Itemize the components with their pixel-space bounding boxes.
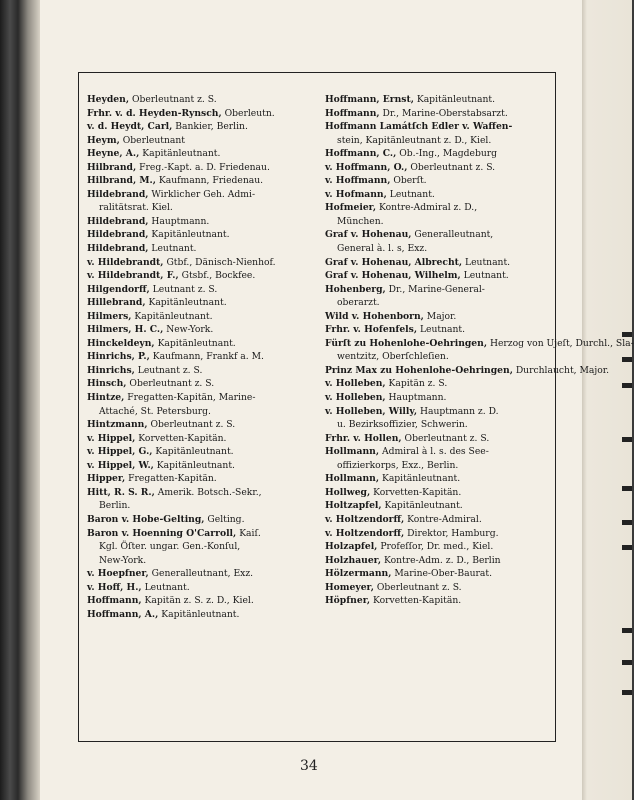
entry-detail: Freg.-Kapt. a. D. Friedenau. bbox=[139, 161, 270, 173]
directory-entry bbox=[87, 174, 312, 188]
entry-detail: Kaufmann, Friedenau. bbox=[158, 175, 264, 187]
entry-name: Hildebrand, bbox=[87, 229, 149, 241]
directory-entry bbox=[325, 364, 610, 378]
directory-entry bbox=[87, 432, 312, 446]
facing-page-mark bbox=[622, 690, 632, 695]
entry-detail: Kapitänleutnant. bbox=[148, 297, 227, 309]
entry-name: Holzhauer, bbox=[325, 554, 382, 566]
directory-entry bbox=[325, 93, 550, 107]
entry-detail: Admiral à l. s. des See- bbox=[381, 446, 489, 458]
directory-entry bbox=[87, 445, 312, 459]
entry-name: Hoffmann, Ernst, bbox=[325, 94, 414, 105]
entry-detail: Kapitän z. S. bbox=[388, 378, 448, 390]
entry-detail: Kontre-Admiral z. D., bbox=[378, 202, 478, 214]
entry-name: Hildebrand, bbox=[87, 188, 149, 200]
entry-name: Hildebrand, bbox=[87, 215, 149, 227]
entry-detail: Kapitänleutnant. bbox=[381, 473, 461, 485]
entry-detail: Hauptmann. bbox=[388, 392, 447, 404]
entry-detail: Oberſt. bbox=[393, 175, 427, 187]
directory-entry bbox=[87, 215, 312, 229]
entry-name: Holzapfel, bbox=[325, 541, 378, 553]
entry-detail: Hauptmann. bbox=[151, 215, 210, 227]
facing-page-mark bbox=[622, 437, 632, 442]
directory-entry bbox=[87, 581, 312, 595]
entry-detail: Leutnant z. S. bbox=[137, 364, 203, 376]
entry-name: Hilmers, bbox=[87, 310, 132, 322]
entry-name: v. Hoff, H., bbox=[87, 581, 142, 593]
entry-detail: Gtbf., Dänisch-Nienhof. bbox=[166, 256, 276, 268]
entry-name: v. Holleben, Willy, bbox=[325, 405, 418, 417]
entry-detail: Oberleutnant z. S. bbox=[150, 419, 236, 431]
directory-entry bbox=[325, 391, 550, 405]
entry-name: Höpfner, bbox=[325, 595, 371, 607]
entry-detail: ralitätsrat. Kiel. bbox=[99, 202, 173, 214]
book-spine bbox=[0, 0, 40, 800]
directory-entry bbox=[325, 269, 550, 283]
entry-name: Hinckeldeyn, bbox=[87, 337, 155, 349]
entry-detail: Major. bbox=[426, 310, 457, 322]
entry-detail: Kapitänleutnant. bbox=[384, 500, 463, 512]
page-border-frame bbox=[78, 72, 634, 742]
facing-page-mark bbox=[622, 660, 632, 665]
entry-name: v. Hoffmann, O., bbox=[325, 161, 408, 173]
directory-entry bbox=[325, 228, 550, 255]
entry-name: v. Hippel, G., bbox=[87, 446, 153, 458]
left-column bbox=[87, 93, 312, 621]
directory-entry bbox=[87, 93, 312, 107]
directory-entry bbox=[87, 310, 312, 324]
directory-entry bbox=[325, 161, 550, 175]
entry-name: Baron v. Hoenning O'Carroll, bbox=[87, 527, 237, 539]
entry-name: Hollmann, bbox=[325, 473, 380, 485]
directory-entry bbox=[325, 107, 550, 121]
entry-name: Hoffmann Lamátſch Edler v. Waffen- bbox=[325, 121, 513, 133]
entry-detail: Attaché, St. Petersburg. bbox=[99, 405, 211, 417]
entry-name: Hoffmann, A., bbox=[87, 608, 159, 620]
entry-detail: Kapitänleutnant. bbox=[157, 337, 236, 349]
directory-entry bbox=[87, 608, 312, 622]
entry-detail: Oberleutnant bbox=[122, 134, 185, 146]
entry-name: Frhr. v. Hofenfels, bbox=[325, 324, 418, 336]
entry-name: Hinrichs, bbox=[87, 364, 135, 376]
entry-name: Heym, bbox=[87, 134, 120, 146]
entry-name: Frhr. v. Hollen, bbox=[325, 432, 402, 444]
directory-entry bbox=[325, 147, 550, 161]
entry-name: Graf v. Hohenau, Albrecht, bbox=[325, 256, 463, 268]
entry-detail: Kapitänleutnant. bbox=[134, 310, 213, 322]
entry-detail: u. Bezirksoffizier, Schwerin. bbox=[337, 419, 468, 431]
entry-detail: Gelting. bbox=[207, 513, 245, 525]
directory-entry bbox=[87, 567, 312, 581]
entry-detail: Fregatten-Kapitän. bbox=[128, 473, 217, 485]
entry-detail: Kapitän z. S. z. D., Kiel. bbox=[144, 595, 254, 607]
entry-detail: Korvetten-Kapitän. bbox=[373, 486, 462, 498]
entry-name: Heyden, bbox=[87, 94, 130, 105]
entry-detail: Bankier, Berlin. bbox=[175, 121, 248, 133]
directory-entry bbox=[87, 107, 312, 121]
entry-name: Hildebrand, bbox=[87, 243, 149, 255]
entry-detail: Kapitänleutnant. bbox=[142, 148, 221, 160]
entry-detail: Leutnant. bbox=[389, 188, 435, 200]
entry-name: v. Holleben, bbox=[325, 378, 386, 390]
entry-name: v. Holleben, bbox=[325, 392, 386, 404]
entry-name: Hintze, bbox=[87, 392, 125, 404]
entry-detail: Kapitänleutnant. bbox=[416, 94, 496, 105]
entry-detail: Leutnant. bbox=[151, 243, 197, 255]
directory-entry bbox=[87, 296, 312, 310]
entry-name: Hölzermann, bbox=[325, 568, 392, 580]
entry-detail: Oberleutnant z. S. bbox=[131, 94, 217, 105]
entry-detail: stein, Kapitänleutnant z. D., Kiel. bbox=[337, 134, 492, 146]
directory-entry bbox=[325, 337, 634, 364]
entry-detail: Korvetten-Kapitän. bbox=[138, 432, 227, 444]
facing-page-edge bbox=[582, 0, 632, 800]
entry-detail: Kapitänleutnant. bbox=[151, 229, 230, 241]
entry-name: Hoffmann, bbox=[87, 595, 142, 607]
entry-detail: Berlin. bbox=[99, 500, 131, 512]
directory-entry bbox=[325, 323, 550, 337]
entry-name: Hollweg, bbox=[325, 486, 371, 498]
directory-entry bbox=[87, 472, 312, 486]
entry-detail: Wirklicher Geh. Admi- bbox=[151, 188, 256, 200]
directory-entry bbox=[325, 594, 550, 608]
directory-entry bbox=[325, 554, 550, 568]
entry-name: v. Hofmann, bbox=[325, 188, 387, 200]
directory-entry bbox=[325, 445, 550, 472]
entry-name: Graf v. Hohenau, bbox=[325, 229, 412, 241]
directory-entry bbox=[87, 161, 312, 175]
entry-name: Fürſt zu Hohenlohe-Oehringen, bbox=[325, 337, 488, 349]
entry-name: Hillebrand, bbox=[87, 297, 146, 309]
entry-name: v. Holtzendorff, bbox=[325, 513, 405, 525]
entry-detail: Oberleutnant z. S. bbox=[404, 432, 490, 444]
directory-entry bbox=[87, 188, 312, 215]
entry-name: Hohenberg, bbox=[325, 283, 386, 295]
directory-entry bbox=[325, 120, 550, 147]
directory-entry bbox=[87, 134, 312, 148]
entry-detail: Leutnant. bbox=[465, 256, 511, 268]
entry-detail: Kaufmann, Frankf a. M. bbox=[152, 351, 264, 363]
entry-detail: Kapitänleutnant. bbox=[155, 446, 234, 458]
directory-entry bbox=[325, 499, 550, 513]
entry-name: v. Hildebrandt, F., bbox=[87, 270, 179, 282]
directory-entry bbox=[325, 432, 550, 446]
entry-name: Hilgendorff, bbox=[87, 283, 150, 295]
directory-entry bbox=[87, 228, 312, 242]
directory-entry bbox=[87, 256, 312, 270]
entry-name: Graf v. Hohenau, Wilhelm, bbox=[325, 270, 461, 282]
facing-page-mark bbox=[622, 545, 632, 550]
entry-name: Heyne, A., bbox=[87, 148, 140, 160]
entry-detail: offizierkorps, Exz., Berlin. bbox=[337, 459, 459, 471]
entry-detail: Leutnant. bbox=[463, 270, 509, 282]
entry-detail: wentzitz, Oberſchleſien. bbox=[337, 351, 449, 363]
entry-detail: Generalleutnant, Exz. bbox=[151, 568, 254, 580]
entry-name: Frhr. v. d. Heyden-Rynsch, bbox=[87, 107, 222, 119]
entry-detail: Oberleutnant z. S. bbox=[376, 581, 462, 593]
entry-detail: Ob.-Ing., Magdeburg bbox=[399, 148, 498, 160]
entry-detail: Oberleutn. bbox=[224, 107, 275, 119]
entry-name: Baron v. Hobe-Gelting, bbox=[87, 513, 205, 525]
entry-detail: Oberleutnant z. S. bbox=[129, 378, 215, 390]
directory-entry bbox=[87, 337, 312, 351]
directory-entry bbox=[87, 527, 312, 568]
entry-name: Hintzmann, bbox=[87, 419, 148, 431]
entry-detail: Direktor, Hamburg. bbox=[407, 527, 499, 539]
entry-detail: Kaiſ. bbox=[239, 527, 261, 539]
entry-name: v. Hildebrandt, bbox=[87, 256, 164, 268]
entry-detail: Korvetten-Kapitän. bbox=[373, 595, 462, 607]
entry-detail: Generalleutnant, bbox=[414, 229, 494, 241]
entry-detail: Leutnant. bbox=[419, 324, 466, 336]
facing-page-mark bbox=[622, 332, 632, 337]
entry-name: Hinsch, bbox=[87, 378, 127, 390]
entry-name: Hinrichs, P., bbox=[87, 351, 150, 363]
directory-entry bbox=[87, 283, 312, 297]
entry-detail: Kapitänleutnant. bbox=[156, 459, 235, 471]
directory-entry bbox=[87, 364, 312, 378]
entry-name: Hilbrand, bbox=[87, 161, 137, 173]
directory-entry bbox=[87, 377, 312, 391]
directory-entry bbox=[87, 486, 312, 513]
directory-entry bbox=[87, 242, 312, 256]
entry-detail: Gtsbf., Bockfee. bbox=[181, 270, 256, 282]
directory-entry bbox=[325, 174, 550, 188]
directory-entry bbox=[325, 527, 550, 541]
entry-detail: Fregatten-Kapitän, Marine- bbox=[127, 392, 256, 404]
entry-name: Holtzapfel, bbox=[325, 500, 382, 512]
directory-entry bbox=[325, 377, 550, 391]
entry-detail: München. bbox=[337, 215, 384, 227]
directory-entry bbox=[325, 310, 550, 324]
directory-entry bbox=[325, 513, 550, 527]
entry-detail: Marine-Ober-Baurat. bbox=[394, 568, 493, 580]
entry-name: Hitt, R. S. R., bbox=[87, 486, 155, 498]
entry-name: Hilmers, H. C., bbox=[87, 324, 164, 336]
facing-page-mark bbox=[622, 383, 632, 388]
entry-name: Prinz Max zu Hohenlohe-Oehringen, bbox=[325, 364, 513, 376]
directory-entry bbox=[87, 513, 312, 527]
directory-entry bbox=[325, 581, 550, 595]
entry-name: v. Holtzendorff, bbox=[325, 527, 405, 539]
directory-entry bbox=[325, 283, 550, 310]
directory-entry bbox=[325, 472, 550, 486]
entry-detail: Kapitänleutnant. bbox=[161, 608, 240, 620]
entry-name: v. Hippel, bbox=[87, 432, 136, 444]
entry-detail: Dr., Marine-General- bbox=[388, 283, 485, 295]
entry-name: Hofmeier, bbox=[325, 202, 377, 214]
entry-detail: Herzog von Ujeſt, Durchl., Sla- bbox=[489, 337, 634, 349]
directory-entry bbox=[87, 459, 312, 473]
entry-name: Hoffmann, bbox=[325, 107, 380, 119]
facing-page-mark bbox=[622, 486, 632, 491]
entry-detail: Leutnant z. S. bbox=[152, 283, 218, 295]
directory-entry bbox=[87, 323, 312, 337]
directory-entry bbox=[325, 486, 550, 500]
facing-page-mark bbox=[622, 357, 632, 362]
entry-detail: New-York. bbox=[166, 324, 214, 336]
facing-page-mark bbox=[622, 628, 632, 633]
entry-detail: Leutnant. bbox=[144, 581, 190, 593]
directory-entry bbox=[325, 256, 550, 270]
directory-entry bbox=[325, 540, 550, 554]
entry-name: v. d. Heydt, Carl, bbox=[87, 121, 173, 133]
entry-name: Hilbrand, M., bbox=[87, 175, 156, 187]
entry-detail: Oberleutnant z. S. bbox=[410, 161, 496, 173]
entry-detail: Amerik. Botsch.-Sekr., bbox=[157, 486, 262, 498]
directory-entry bbox=[87, 594, 312, 608]
entry-detail: oberarzt. bbox=[337, 297, 380, 309]
directory-entry bbox=[87, 147, 312, 161]
entry-name: Hipper, bbox=[87, 473, 126, 485]
directory-entry bbox=[87, 391, 312, 418]
entry-name: Hollmann, bbox=[325, 446, 380, 458]
entry-name: Hoffmann, C., bbox=[325, 148, 397, 160]
entry-name: v. Hippel, W., bbox=[87, 459, 154, 471]
entry-detail: Profeſſor, Dr. med., Kiel. bbox=[380, 541, 494, 553]
entry-name: Homeyer, bbox=[325, 581, 374, 593]
page-number: 34 bbox=[300, 758, 318, 774]
directory-entry bbox=[325, 188, 550, 202]
directory-entry bbox=[87, 350, 312, 364]
entry-name: v. Hoffmann, bbox=[325, 175, 391, 187]
facing-page-mark bbox=[622, 520, 632, 525]
entry-detail: Durchlaucht, Major. bbox=[515, 364, 610, 376]
directory-entry bbox=[87, 120, 312, 134]
entry-detail: Hauptmann z. D. bbox=[420, 405, 499, 417]
directory-entry bbox=[87, 418, 312, 432]
entry-detail: Kontre-Adm. z. D., Berlin bbox=[383, 554, 501, 566]
entry-name: v. Hoepfner, bbox=[87, 568, 149, 580]
entry-detail: General à. l. s, Exz. bbox=[337, 243, 428, 255]
directory-entry bbox=[325, 201, 550, 228]
entry-detail: Kgl. Öſter. ungar. Gen.-Konſul, bbox=[99, 541, 241, 553]
entry-detail: Kontre-Admiral. bbox=[407, 513, 482, 525]
entry-detail: Dr., Marine-Oberstabsarzt. bbox=[382, 107, 508, 119]
directory-entry bbox=[87, 269, 312, 283]
directory-entry bbox=[325, 567, 550, 581]
entry-name: Wild v. Hohenborn, bbox=[325, 310, 424, 322]
entry-detail: New-York. bbox=[99, 554, 147, 566]
directory-entry bbox=[325, 405, 550, 432]
right-column bbox=[325, 93, 634, 608]
